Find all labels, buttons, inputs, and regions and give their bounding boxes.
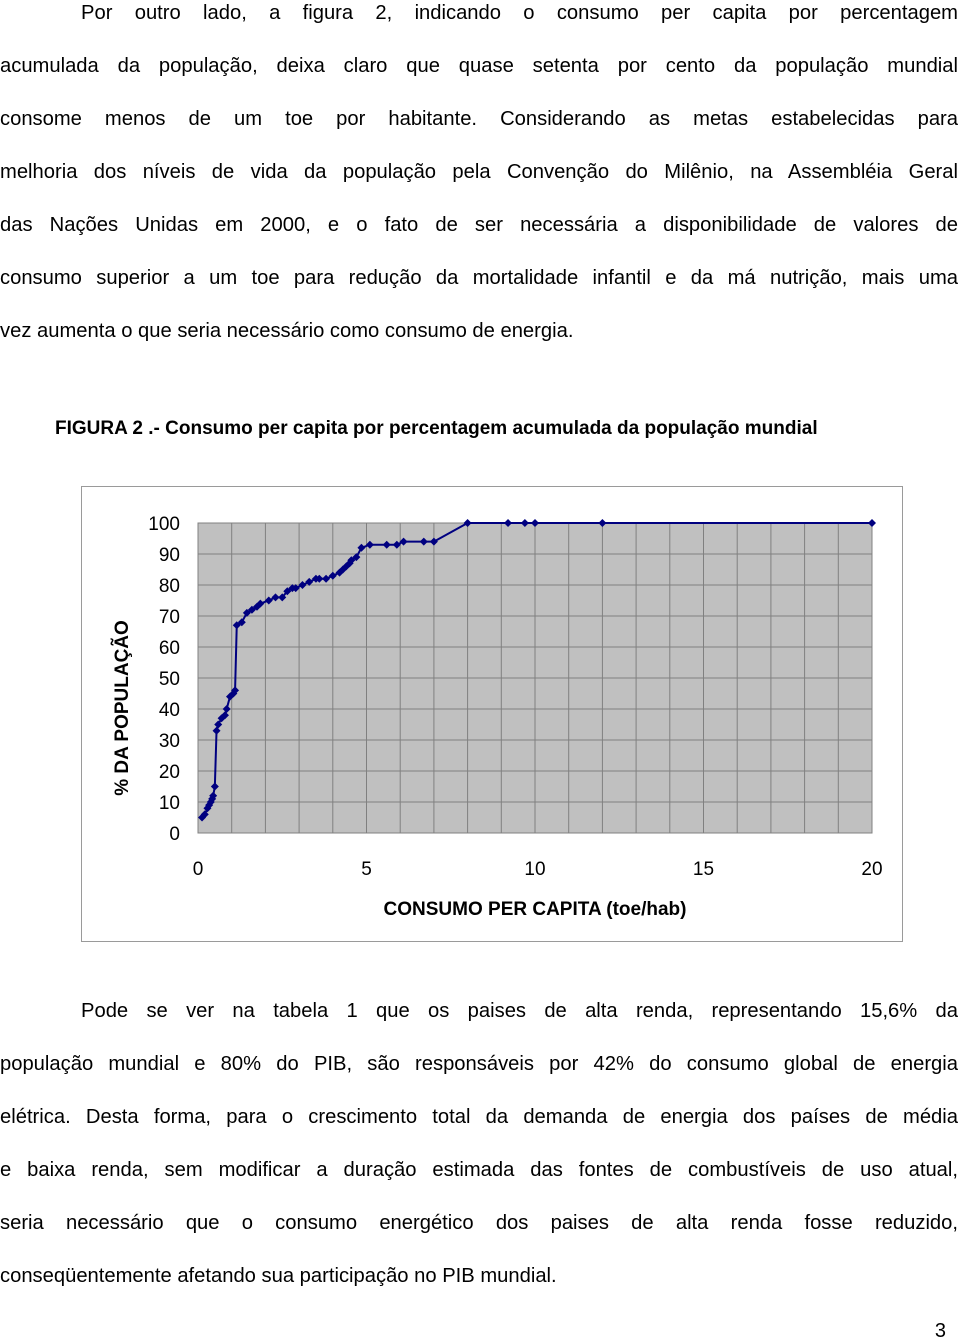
y-tick-label: 70	[158, 607, 180, 628]
y-tick-label: 80	[158, 576, 180, 597]
chart-frame	[81, 486, 903, 942]
x-tick-label: 0	[192, 859, 204, 880]
y-tick-label: 0	[169, 824, 180, 845]
y-tick-label: 20	[158, 762, 180, 783]
text-line: Por outro lado, a figura 2, indicando o consumo per capita por percentagem	[81, 2, 958, 24]
figure-caption: FIGURA 2 .- Consumo per capita por percentagem acumulada da população mundial	[55, 418, 818, 439]
text-line: Pode se ver na tabela 1 que os paises de alta renda, representando 15,6% da	[81, 1000, 958, 1022]
y-axis-label: % DA POPULAÇÃO	[112, 620, 133, 796]
y-tick-label: 30	[158, 731, 180, 752]
text-line: consome menos de um toe por habitante. Considerando as metas estabelecidas para	[0, 108, 958, 130]
y-tick-label: 50	[158, 669, 180, 690]
page-number: 3	[934, 1320, 946, 1342]
text-line: elétrica. Desta forma, para o crescimento total da demanda de energia dos países de média	[0, 1106, 958, 1128]
y-tick-label: 100	[148, 514, 180, 535]
text-line: seria necessário que o consumo energético dos paises de alta renda fosse reduzido,	[0, 1212, 958, 1234]
text-line: e baixa renda, sem modificar a duração estimada das fontes de combustíveis de uso atual,	[0, 1159, 958, 1181]
x-tick-label: 20	[861, 859, 883, 880]
x-axis-label: CONSUMO PER CAPITA (toe/hab)	[383, 899, 687, 920]
paragraph-1	[0, 0, 958, 358]
text-line: vez aumenta o que seria necessário como consumo de energia.	[0, 320, 574, 342]
x-tick-label: 5	[361, 859, 372, 880]
x-tick-label: 15	[692, 859, 715, 880]
y-tick-label: 40	[158, 700, 180, 721]
text-line: consumo superior a um toe para redução da mortalidade infantil e da má nutrição, mais uma	[0, 267, 958, 289]
y-tick-label: 90	[158, 545, 180, 566]
y-tick-label: 10	[158, 793, 180, 814]
text-line: acumulada da população, deixa claro que quase setenta por cento da população mundial	[0, 55, 958, 77]
y-tick-label: 60	[158, 638, 180, 659]
text-line: melhoria dos níveis de vida da população pela Convenção do Milênio, na Assembléia Geral	[0, 161, 958, 183]
x-tick-label: 10	[524, 859, 546, 880]
consumption-chart	[82, 487, 904, 943]
text-line: conseqüentemente afetando sua participação no PIB mundial.	[0, 1265, 557, 1287]
text-line: população mundial e 80% do PIB, são responsáveis por 42% do consumo global de energia	[0, 1053, 958, 1075]
text-line: das Nações Unidas em 2000, e o fato de ser necessária a disponibilidade de valores de	[0, 214, 958, 236]
paragraph-2	[0, 985, 958, 1303]
